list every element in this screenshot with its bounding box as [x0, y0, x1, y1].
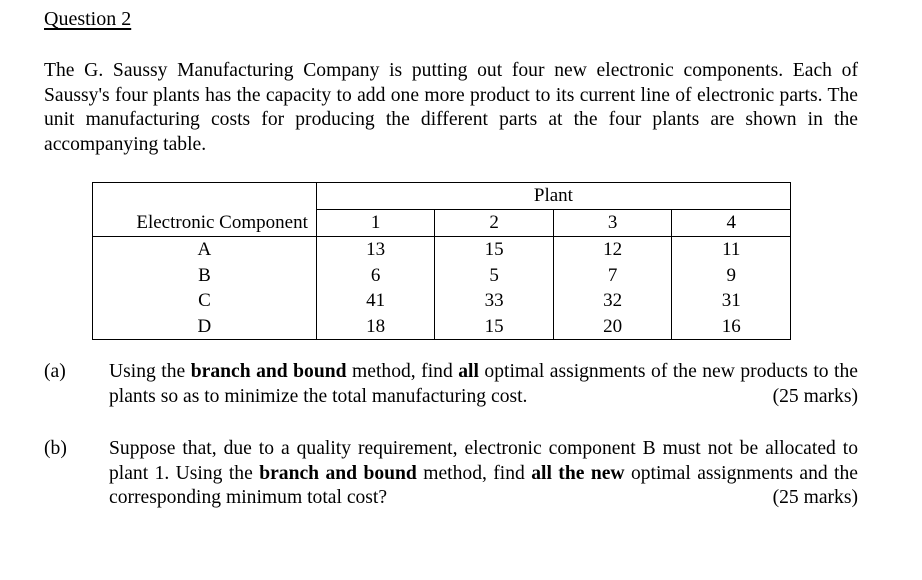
part-a-label: (a)	[44, 361, 66, 382]
part-a-bold-2: all	[458, 361, 479, 382]
cost-cell: 41	[316, 288, 435, 314]
cost-cell: 7	[553, 263, 672, 289]
part-a-text-3: optimal assignments of the new products to the plants so as to minimize the total manufacturing cost.	[109, 361, 858, 407]
table-row	[93, 237, 791, 263]
component-label: C	[93, 288, 317, 314]
cost-cell: 11	[722, 239, 741, 260]
part-b-bold-2: all the new	[531, 462, 625, 484]
part-b-text-2: method, find	[416, 462, 532, 484]
part-a-marks: (25 marks)	[772, 385, 858, 407]
cost-cell: 18	[316, 314, 435, 340]
component-label: A	[93, 237, 317, 263]
cost-cell: 6	[316, 263, 435, 289]
cost-cell: 13	[316, 237, 435, 263]
cost-cell: 15	[435, 314, 554, 340]
table-corner-cell	[93, 183, 317, 210]
part-a-text-1: Using the	[109, 361, 191, 382]
cost-table	[92, 182, 791, 340]
cost-cell: 12	[553, 237, 672, 263]
part-b-text-3: optimal assignments and the corresponding minimum total cost?	[109, 462, 858, 508]
part-b-label: (b)	[44, 438, 67, 459]
cost-cell: 20	[553, 314, 672, 340]
intro-paragraph: The G. Saussy Manufacturing Company is putting out four new electronic components. Each of Saussy's four plants has the capacity to add one more product to its current line of electronic parts. The unit manufacturing costs for producing the different parts at the four plants are shown in the accompanying table.	[44, 60, 858, 155]
component-label: D	[93, 314, 317, 340]
table-header-row	[93, 210, 791, 237]
table-row	[93, 314, 791, 340]
part-b-text	[109, 437, 858, 511]
question-heading: Question 2	[44, 8, 132, 30]
plant-group-header: Plant	[316, 183, 790, 210]
table-row	[93, 263, 791, 289]
cost-cell: 15	[435, 237, 554, 263]
cost-cell: 32	[553, 288, 672, 314]
plant-header-3: 3	[553, 210, 672, 237]
part-b-text-1: Suppose that, due to a quality requirement, electronic component B must not be allocated to plant 1. Using the	[109, 438, 858, 484]
table-group-header-row	[93, 183, 791, 210]
plant-header-2: 2	[435, 210, 554, 237]
component-label: B	[93, 263, 317, 289]
cost-cell: 9	[726, 264, 736, 286]
part-a-bold-1: branch and bound	[190, 361, 347, 382]
part-a-text	[109, 360, 858, 409]
cost-cell: 16	[721, 315, 741, 337]
component-column-header: Electronic Component	[93, 210, 317, 237]
cost-cell: 31	[721, 290, 741, 311]
part-a-text-2: method, find	[346, 361, 459, 382]
table-row	[93, 288, 791, 314]
part-b-marks: (25 marks)	[772, 487, 858, 508]
cost-cell: 5	[435, 263, 554, 289]
cost-cell: 33	[435, 288, 554, 314]
plant-header-1: 1	[316, 210, 435, 237]
part-b-bold-1: branch and bound	[259, 462, 417, 484]
plant-header-4: 4	[672, 210, 791, 237]
